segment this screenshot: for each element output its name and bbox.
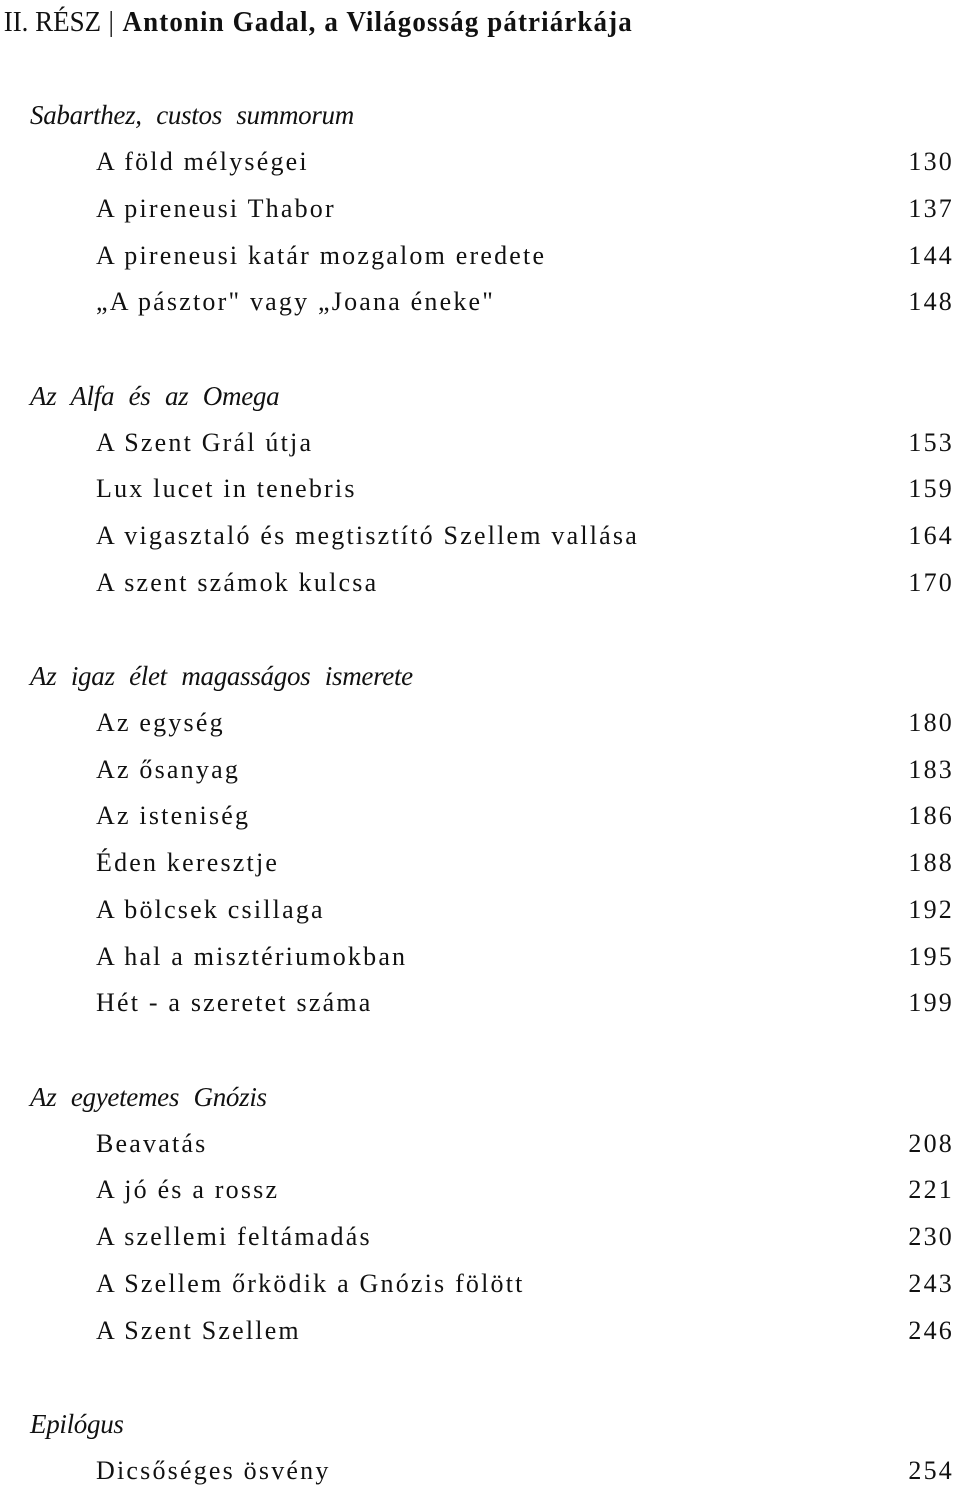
entry-page-number: 192 xyxy=(908,894,954,924)
entry-page-number: 130 xyxy=(908,147,954,177)
entry-page-number: 183 xyxy=(908,754,954,784)
entry-title: Az isteniség xyxy=(96,801,251,831)
entry-page-number: 170 xyxy=(908,567,954,597)
toc-entry[interactable] xyxy=(0,1121,960,1168)
entry-title: A bölcsek csillaga xyxy=(96,894,325,924)
entry-title: A vigasztaló és megtisztító Szellem vallása xyxy=(96,521,639,551)
section-heading: Az igaz élet magasságos ismerete xyxy=(30,661,413,692)
toc-entry[interactable] xyxy=(0,233,960,280)
entry-page-number: 188 xyxy=(908,848,954,878)
entry-title: A Szellem őrködik a Gnózis fölött xyxy=(96,1268,525,1298)
toc-entry[interactable] xyxy=(0,747,960,794)
toc-section xyxy=(0,653,960,1027)
entry-page-number: 243 xyxy=(908,1268,954,1298)
entry-page-number: 159 xyxy=(908,474,954,504)
toc-entry[interactable] xyxy=(0,793,960,840)
entry-title: A hal a misztériumokban xyxy=(96,941,408,971)
toc-entry[interactable] xyxy=(0,887,960,934)
toc-entry[interactable] xyxy=(0,934,960,981)
toc-entry[interactable] xyxy=(0,1308,960,1355)
entry-title: Hét - a szeretet száma xyxy=(96,988,373,1018)
entry-title: Az ősanyag xyxy=(96,754,241,784)
entry-title: Éden keresztje xyxy=(96,848,280,878)
entry-title: Lux lucet in tenebris xyxy=(96,474,357,504)
toc-entry[interactable] xyxy=(0,420,960,467)
toc-entry[interactable] xyxy=(0,980,960,1027)
entry-title: Az egység xyxy=(96,708,225,738)
toc-section xyxy=(0,373,960,607)
toc-entry[interactable] xyxy=(0,1448,960,1495)
toc-entry[interactable] xyxy=(0,1167,960,1214)
toc-entry[interactable] xyxy=(0,560,960,607)
toc-section xyxy=(0,1074,960,1354)
part-name: Antonin Gadal, a Világosság pátriárkája xyxy=(122,6,633,38)
entry-page-number: 254 xyxy=(908,1455,954,1485)
toc-entry[interactable] xyxy=(0,279,960,326)
toc-entry[interactable] xyxy=(0,466,960,513)
title-separator: | xyxy=(108,6,116,38)
toc-entry[interactable] xyxy=(0,1261,960,1308)
toc-section xyxy=(0,92,960,326)
toc-entry[interactable] xyxy=(0,186,960,233)
toc-entry[interactable] xyxy=(0,513,960,560)
entry-title: A szellemi feltámadás xyxy=(96,1222,372,1252)
entry-page-number: 246 xyxy=(908,1315,954,1345)
entry-page-number: 137 xyxy=(908,193,954,223)
section-heading: Az egyetemes Gnózis xyxy=(30,1081,267,1112)
entry-page-number: 186 xyxy=(908,801,954,831)
entry-title: „A pásztor" vagy „Joana éneke" xyxy=(96,287,496,317)
toc-section xyxy=(0,1401,960,1494)
entry-title: Beavatás xyxy=(96,1128,208,1158)
entry-title: Dicsőséges ösvény xyxy=(96,1455,331,1485)
entry-title: A jó és a rossz xyxy=(96,1175,280,1205)
entry-title: A pireneusi katár mozgalom eredete xyxy=(96,240,547,270)
toc-entry[interactable] xyxy=(0,700,960,747)
entry-title: A föld mélységei xyxy=(96,147,309,177)
entry-page-number: 195 xyxy=(908,941,954,971)
entry-title: A Szent Grál útja xyxy=(96,427,314,457)
entry-page-number: 148 xyxy=(908,287,954,317)
entry-page-number: 180 xyxy=(908,708,954,738)
section-heading: Sabarthez, custos summorum xyxy=(30,100,354,131)
entry-title: A pireneusi Thabor xyxy=(96,193,336,223)
toc-entry[interactable] xyxy=(0,840,960,887)
sections xyxy=(0,92,960,1494)
part-title xyxy=(0,0,893,46)
entry-page-number: 153 xyxy=(908,427,954,457)
entry-page-number: 164 xyxy=(908,521,954,551)
part-number: II. RÉSZ xyxy=(3,6,102,38)
toc-entry[interactable] xyxy=(0,1214,960,1261)
section-heading: Az Alfa és az Omega xyxy=(30,380,280,411)
entry-title: A szent számok kulcsa xyxy=(96,567,379,597)
toc-entry[interactable] xyxy=(0,139,960,186)
entry-page-number: 208 xyxy=(908,1128,954,1158)
entry-title: A Szent Szellem xyxy=(96,1315,301,1345)
entry-page-number: 221 xyxy=(908,1175,954,1205)
section-heading: Epilógus xyxy=(30,1409,124,1440)
entry-page-number: 199 xyxy=(908,988,954,1018)
entry-page-number: 230 xyxy=(908,1222,954,1252)
entry-page-number: 144 xyxy=(908,240,954,270)
